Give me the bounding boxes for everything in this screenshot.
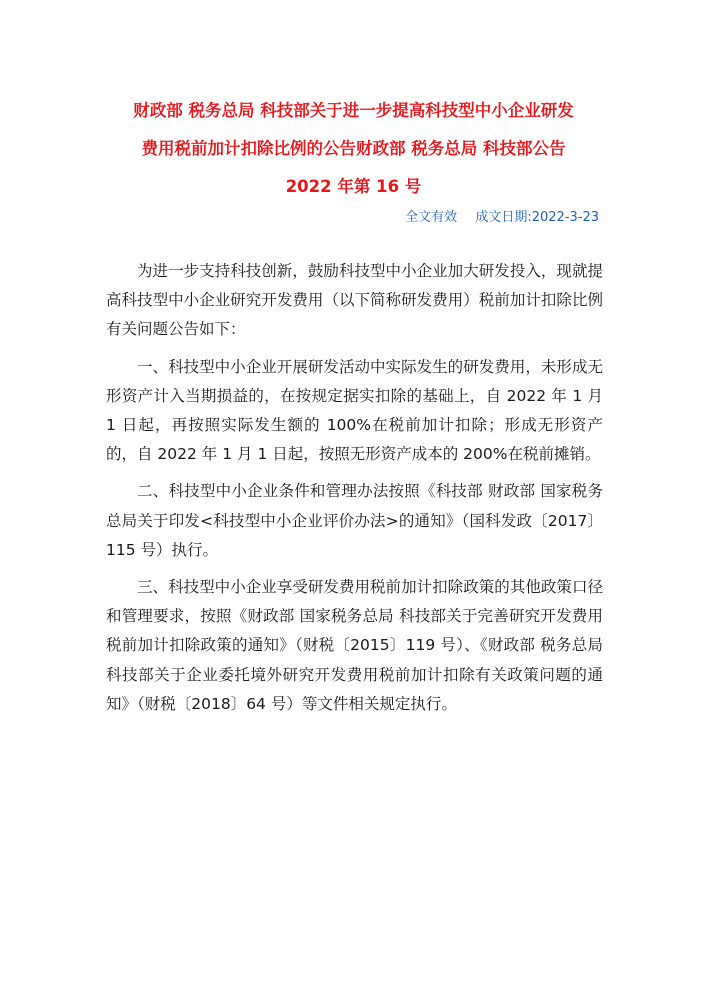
- validity-status: 全文有效: [405, 210, 458, 225]
- title-line-1: 财政部 税务总局 科技部关于进一步提高科技型中小企业研发: [133, 101, 574, 120]
- paragraph-item-2: 二、科技型中小企业条件和管理办法按照《科技部 财政部 国家税务总局关于印发<科技型中小企业评价办法>的通知》（国科发政〔2017〕115 号）执行。: [106, 482, 603, 559]
- title-line-3: 2022 年第 16 号: [285, 177, 422, 196]
- document-title: [92, 92, 615, 206]
- paragraph-intro: 为进一步支持科技创新，鼓励科技型中小企业加大研发投入，现就提高科技型中小企业研究开发费用（以下简称研发费用）税前加计扣除比例有关问题公告如下：: [106, 262, 603, 339]
- paragraph-item-1: 一、科技型中小企业开展研发活动中实际发生的研发费用，未形成无形资产计入当期损益的，在按规定据实扣除的基础上，自 2022 年 1 月 1 日起，再按照实际发生额的 100%在税前加计扣除；形成无形资产的，自 2022 年 1 月 1 日起，按照无形资产成本的 200%在税前摊销。: [106, 357, 603, 464]
- document-body: [106, 257, 603, 727]
- issue-date: 成文日期:2022-3-23: [475, 210, 599, 225]
- paragraph-item-3: 三、科技型中小企业享受研发费用税前加计扣除政策的其他政策口径和管理要求，按照《财政部 国家税务总局 科技部关于完善研究开发费用税前加计扣除政策的通知》（财税〔2015〕119 号）、《财政部 税务总局 科技部关于企业委托境外研究开发费用税前加计扣除有关政策问题的通知》（财税〔2018〕64 号）等文件相关规定执行。: [106, 578, 603, 713]
- document-meta: [405, 206, 599, 225]
- title-line-2: 费用税前加计扣除比例的公告财政部 税务总局 科技部公告: [141, 139, 566, 158]
